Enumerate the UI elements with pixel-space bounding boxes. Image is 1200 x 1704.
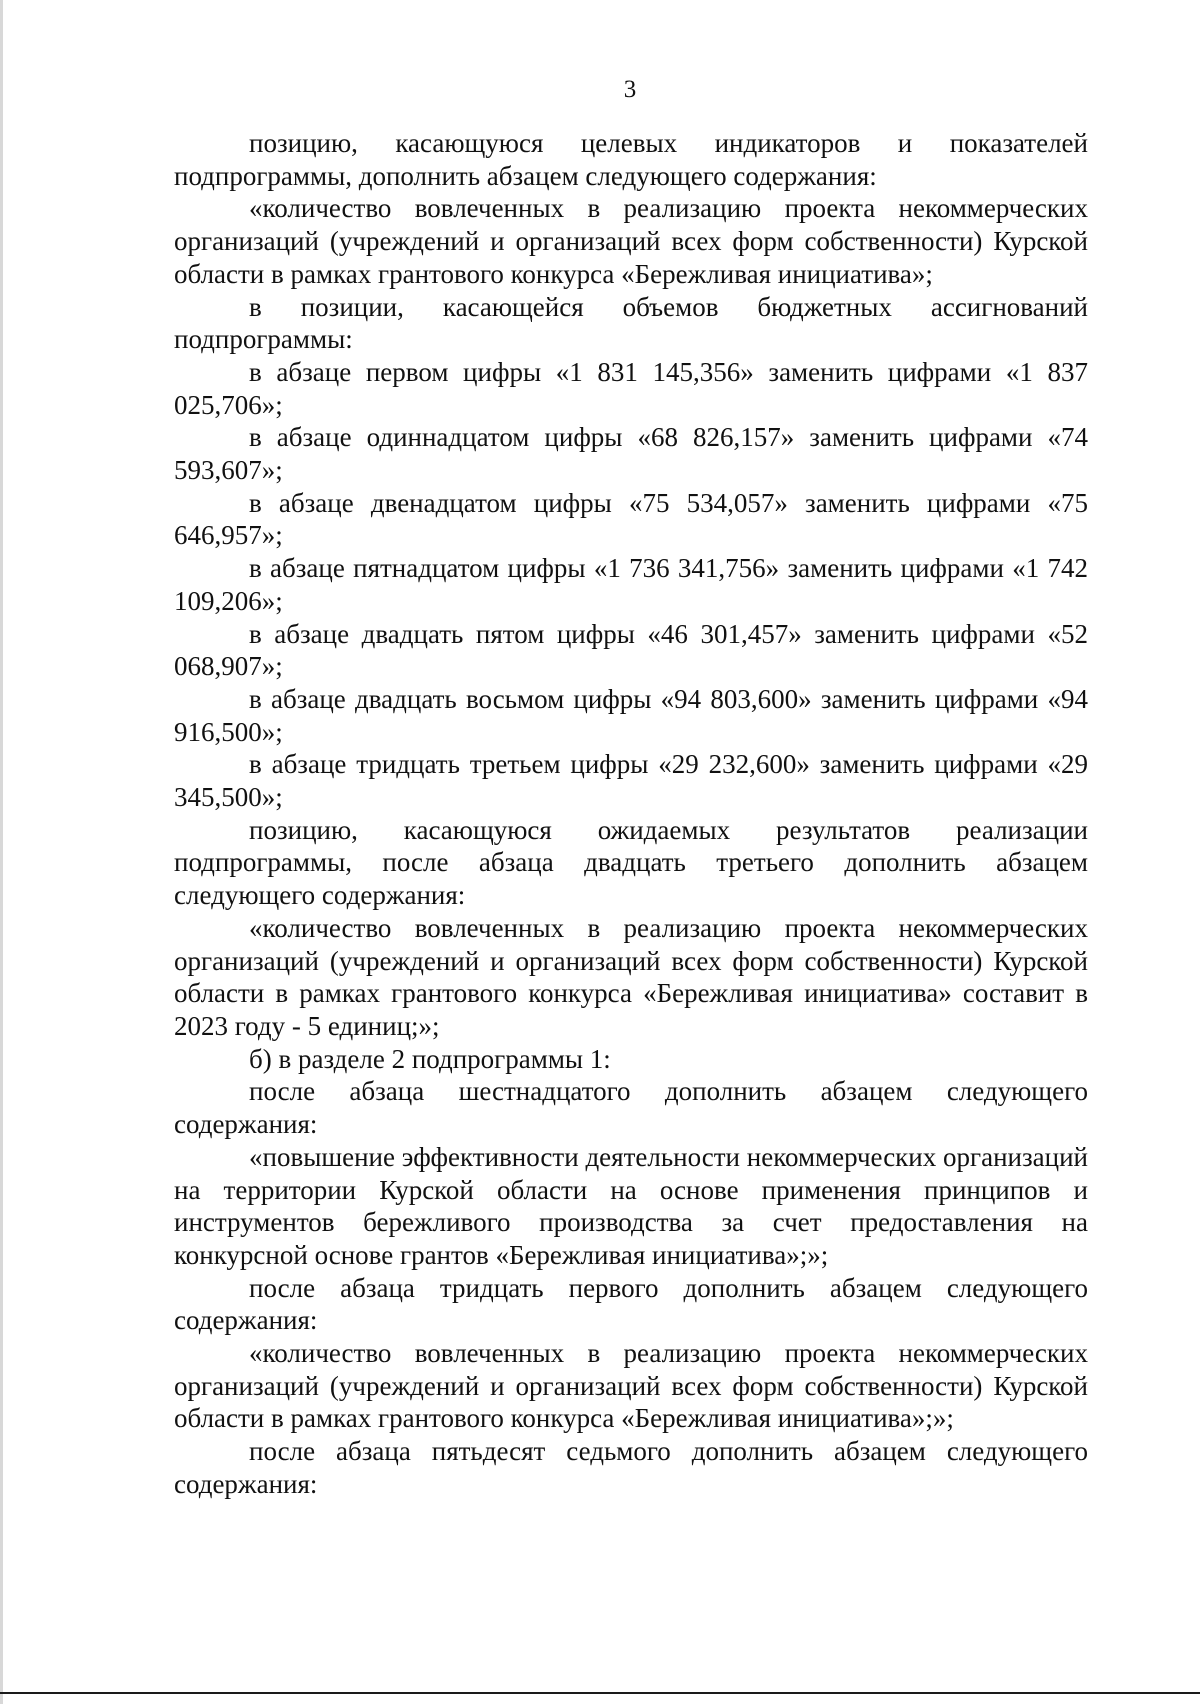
paragraph: «количество вовлеченных в реализацию проекта некоммерческих организаций (учреждений и организаций всех форм собственности) Курской области в рамках грантового конкурса «Бережливая инициатива»;»; [174, 1338, 1088, 1434]
paragraph: б) в разделе 2 подпрограммы 1: [249, 1043, 611, 1074]
paragraph: после абзаца шестнадцатого дополнить абзацем следующего содержания: [174, 1076, 1088, 1140]
paragraph: после абзаца тридцать первого дополнить абзацем следующего содержания: [174, 1272, 1088, 1336]
scan-bottom-edge [0, 1692, 1200, 1694]
paragraph: в абзаце двадцать пятом цифры «46 301,457» заменить цифрами «52 068,907»; [174, 618, 1088, 682]
document-body [174, 127, 1088, 1501]
paragraph: в абзаце тридцать третьем цифры «29 232,600» заменить цифрами «29 345,500»; [174, 749, 1088, 813]
paragraph: в абзаце одиннадцатом цифры «68 826,157» заменить цифрами «74 593,607»; [174, 422, 1088, 486]
paragraph: «повышение эффективности деятельности некоммерческих организаций на территории Курской области на основе применения принципов и инструментов бережливого производства за счет предоставления на конкурсной основе грантов «Бережливая инициатива»;»; [174, 1141, 1088, 1270]
paragraph: в абзаце пятнадцатом цифры «1 736 341,756» заменить цифрами «1 742 109,206»; [174, 553, 1088, 616]
paragraph: в абзаце двенадцатом цифры «75 534,057» заменить цифрами «75 646,957»; [174, 487, 1088, 551]
scan-left-edge [0, 0, 3, 1704]
paragraph: в абзаце первом цифры «1 831 145,356» заменить цифрами «1 837 025,706»; [174, 356, 1088, 420]
page-number: 3 [623, 76, 637, 103]
paragraph: после абзаца пятьдесят седьмого дополнить абзацем следующего содержания: [174, 1436, 1088, 1499]
paragraph: «количество вовлеченных в реализацию проекта некоммерческих организаций (учреждений и организаций всех форм собственности) Курской области в рамках грантового конкурса «Бережливая инициатива» составит в 2023 году - 5 единиц;»; [174, 912, 1088, 1041]
paragraph: в позиции, касающейся объемов бюджетных ассигнований подпрограммы: [174, 291, 1088, 355]
paragraph: «количество вовлеченных в реализацию проекта некоммерческих организаций (учреждений и организаций всех форм собственности) Курской области в рамках грантового конкурса «Бережливая инициатива»; [174, 193, 1088, 289]
paragraph: позицию, касающуюся ожидаемых результатов реализации подпрограммы, после абзаца двадцать третьего дополнить абзацем следующего содержания: [174, 814, 1088, 911]
paragraph: в абзаце двадцать восьмом цифры «94 803,600» заменить цифрами «94 916,500»; [174, 683, 1088, 747]
paragraph: позицию, касающуюся целевых индикаторов и показателей подпрограммы, дополнить абзацем следующего содержания: [174, 128, 1088, 191]
